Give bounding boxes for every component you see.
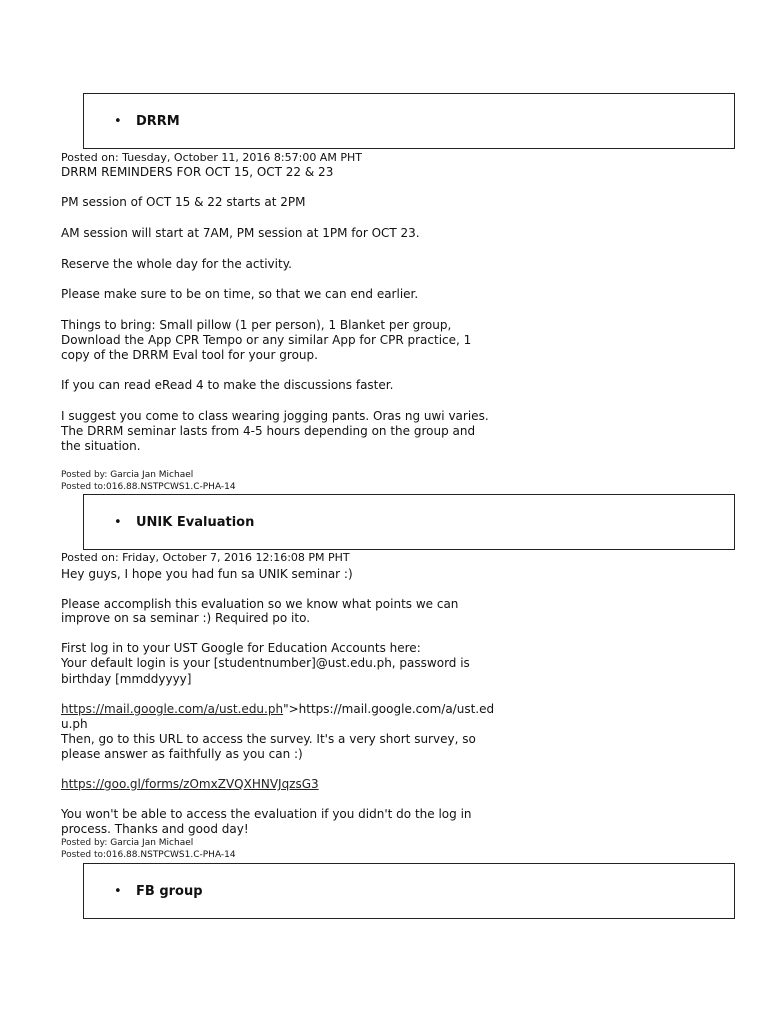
posted-by-value: Garcia Jan Michael	[110, 838, 194, 848]
body-line: improve on sa seminar :) Required po ito.	[61, 611, 311, 625]
bullet-icon: •	[114, 515, 122, 530]
announcement-header-drrm	[83, 93, 735, 149]
body-line: I suggest you come to class wearing jogging pants. Oras ng uwi varies.	[61, 409, 489, 423]
announcement-title[interactable]: DRRM	[136, 114, 180, 129]
survey-link-line	[61, 777, 319, 792]
body-line: AM session will start at 7AM, PM session at 1PM for OCT 23.	[61, 226, 420, 240]
posted-to-value: 016.88.NSTPCWS1.C-PHA-14	[106, 850, 236, 860]
body-line: Things to bring: Small pillow (1 per person), 1 Blanket per group,	[61, 318, 452, 332]
body-line: DRRM REMINDERS FOR OCT 15, OCT 22 & 23	[61, 165, 334, 179]
posted-on: Posted on: Friday, October 7, 2016 12:16:08 PM PHT	[61, 551, 350, 564]
body-line: birthday [mmddyyyy]	[61, 672, 192, 686]
body-line: process. Thanks and good day!	[61, 822, 249, 836]
posted-to-label: Posted to:	[61, 482, 107, 492]
body-line: copy of the DRRM Eval tool for your group.	[61, 348, 318, 362]
body-line: You won't be able to access the evaluation if you didn't do the log in	[61, 807, 472, 821]
body-line: Reserve the whole day for the activity.	[61, 257, 292, 271]
posted-by-label: Posted by:	[61, 838, 108, 848]
posted-to	[61, 482, 236, 493]
mail-link-text: ">https://mail.google.com/a/ust.ed	[283, 702, 495, 716]
posted-by	[61, 838, 193, 849]
body-line: Please accomplish this evaluation so we know what points we can	[61, 597, 459, 611]
announcement-title[interactable]: FB group	[136, 884, 203, 899]
bullet-icon: •	[114, 114, 122, 129]
body-line: the situation.	[61, 439, 141, 453]
posted-to-label: Posted to:	[61, 850, 107, 860]
posted-by-label: Posted by:	[61, 470, 108, 480]
body-line: u.ph	[61, 717, 88, 731]
body-line: Your default login is your [studentnumber]@ust.edu.ph, password is	[61, 656, 470, 670]
survey-link[interactable]: https://goo.gl/forms/zOmxZVQXHNVJqzsG3	[61, 777, 319, 791]
posted-on: Posted on: Tuesday, October 11, 2016 8:57:00 AM PHT	[61, 151, 362, 164]
body-line: Hey guys, I hope you had fun sa UNIK seminar :)	[61, 567, 353, 581]
body-line: PM session of OCT 15 & 22 starts at 2PM	[61, 195, 306, 209]
body-line: Then, go to this URL to access the survey. It's a very short survey, so	[61, 732, 476, 746]
bullet-icon: •	[114, 884, 122, 899]
posted-to-value: 016.88.NSTPCWS1.C-PHA-14	[106, 482, 236, 492]
mail-link[interactable]: https://mail.google.com/a/ust.edu.ph	[61, 702, 284, 716]
body-line: First log in to your UST Google for Education Accounts here:	[61, 641, 421, 655]
mail-link-line	[61, 702, 494, 717]
body-line: Please make sure to be on time, so that we can end earlier.	[61, 287, 419, 301]
body-line: If you can read eRead 4 to make the discussions faster.	[61, 378, 394, 392]
announcement-header-unik-evaluation	[83, 494, 735, 550]
posted-by	[61, 470, 193, 481]
posted-by-value: Garcia Jan Michael	[110, 470, 194, 480]
posted-to	[61, 850, 236, 861]
body-line: Download the App CPR Tempo or any similar App for CPR practice, 1	[61, 333, 472, 347]
announcement-header-fb-group	[83, 863, 735, 919]
body-line: The DRRM seminar lasts from 4-5 hours depending on the group and	[61, 424, 476, 438]
body-line: please answer as faithfully as you can :)	[61, 747, 303, 761]
announcement-title[interactable]: UNIK Evaluation	[136, 515, 255, 530]
